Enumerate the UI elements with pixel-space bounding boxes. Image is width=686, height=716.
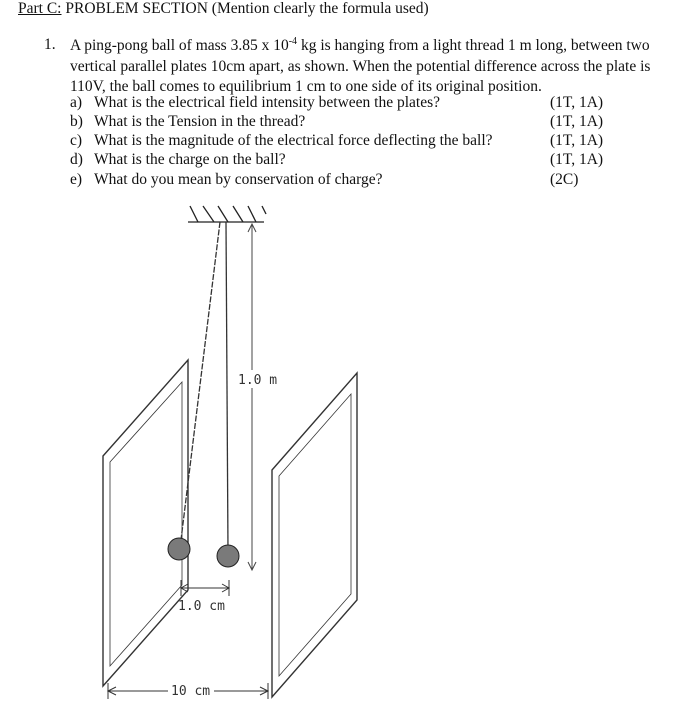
ceiling-support: [188, 206, 266, 222]
stem-text-part1: A ping-pong ball of mass 3.85 x 10: [70, 37, 289, 54]
subquestion-d-marks: (1T, 1A): [550, 151, 604, 168]
subquestion-e-marks: (2C): [550, 171, 579, 188]
vertical-thread: [226, 222, 228, 552]
deflection-label: 1.0 cm: [178, 599, 225, 614]
right-plate: [272, 373, 357, 697]
section-title: PROBLEM SECTION (Mention clearly the formula used): [61, 0, 429, 17]
left-plate: [103, 360, 188, 686]
subquestion-letter: d): [70, 151, 83, 168]
subquestion-text: What do you mean by conservation of charge?: [94, 171, 383, 188]
stem-text-part2: kg is hanging from a light thread 1 m long, between two vertical parallel plates 10cm apart, as shown. When the potential difference across the plate is 110V, the ball comes to equilibrium 1 cm to one side of its original position.: [70, 37, 651, 95]
subquestion-letter: b): [70, 113, 83, 130]
subquestion-text: What is the charge on the ball?: [94, 151, 286, 168]
ball-original: [217, 545, 239, 567]
length-label: 1.0 m: [238, 373, 278, 388]
subquestion-letter: e): [70, 171, 83, 188]
subquestion-b-marks: (1T, 1A): [550, 113, 604, 130]
subquestion-text: What is the Tension in the thread?: [94, 113, 306, 130]
ball-deflected: [168, 538, 190, 560]
question-number: 1.: [44, 36, 56, 53]
subquestion-text: What is the electrical field intensity between the plates?: [94, 94, 441, 111]
subquestion-letter: a): [70, 94, 83, 111]
subquestion-letter: c): [70, 132, 83, 149]
subquestion-a-marks: (1T, 1A): [550, 94, 604, 111]
separation-label: 10 cm: [171, 684, 211, 699]
stem-exponent: -4: [288, 36, 298, 47]
length-arrow: [248, 224, 256, 570]
deflected-thread: [180, 222, 220, 548]
subquestion-c-marks: (1T, 1A): [550, 132, 604, 149]
part-label: Part C:: [18, 0, 62, 17]
subquestion-text: What is the magnitude of the electrical force deflecting the ball?: [94, 132, 493, 149]
